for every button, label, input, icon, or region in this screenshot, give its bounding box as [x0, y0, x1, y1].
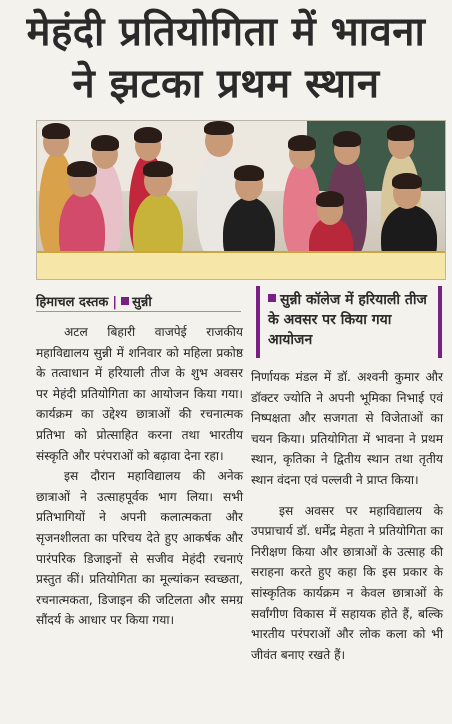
- photo-person-hair: [204, 121, 234, 135]
- photo-person-hair: [42, 123, 70, 139]
- photo-chalkboard: [307, 121, 446, 191]
- headline-line-2: ने झटका प्रथम स्थान: [72, 61, 380, 107]
- byline-rule: [36, 311, 241, 312]
- photo-person-hair: [143, 161, 173, 177]
- photo-person-hair: [288, 135, 316, 151]
- byline-source: हिमाचल दस्तक: [36, 295, 109, 310]
- byline: [36, 292, 152, 310]
- subheadline-box: [256, 286, 442, 358]
- photo-banner: [37, 251, 446, 280]
- square-bullet-icon: [268, 294, 276, 302]
- article-column-1: [36, 322, 243, 631]
- byline-place: सुन्नी: [132, 295, 152, 310]
- byline-separator: |: [112, 295, 118, 310]
- square-bullet-icon: [121, 297, 129, 305]
- article-paragraph: अटल बिहारी वाजपेई राजकीय महाविद्यालय सुन्नी में शनिवार को महिला प्रकोष्ठ के तत्वाधान में हरियाली तीज के शुभ अवसर पर मेहंदी प्रतियोगिता का आयोजन किया गया। कार्यक्रम का उद्देश्य छात्राओं की रचनात्मक प्रतिभा को प्रोत्साहित करना तथा भारतीय संस्कृति और परंपराओं को बढ़ावा देना रहा।: [36, 325, 243, 463]
- photo-person-hair: [91, 135, 119, 151]
- article-paragraph: निर्णायक मंडल में डॉ. अश्वनी कुमार और डॉक्टर ज्योति ने अपनी भूमिका निभाई एवं निष्पक्षता और सजगता से विजेताओं का चयन किया। प्रतियोगिता में भावना ने प्रथम स्थान, कृतिका ने द्वितीय स्थान तथा तृतीय स्थान वंदना एवं पल्लवी ने प्राप्त किया।: [251, 370, 443, 487]
- photo-person-hair: [316, 191, 344, 207]
- group-photo: [36, 120, 446, 280]
- subheadline-text: सुन्नी कॉलेज में हरियाली तीज के अवसर पर किया गया आयोजन: [268, 292, 427, 348]
- photo-person-hair: [392, 173, 422, 189]
- photo-person-hair: [234, 165, 264, 181]
- headline-line-1: मेहंदी प्रतियोगिता में भावना: [26, 9, 426, 55]
- photo-person-hair: [134, 127, 162, 143]
- article-column-2: [251, 367, 443, 665]
- photo-person-hair: [333, 131, 361, 147]
- article-paragraph: इस अवसर पर महाविद्यालय के उपप्राचार्य डॉ. धर्मेंद्र मेहता ने प्रतियोगिता का निरीक्षण किया और छात्राओं के उत्साह की सराहना करते हुए कहा कि इस प्रकार के सांस्कृतिक कार्यक्रम न केवल छात्राओं के सर्वांगीण विकास में सहायक होते हैं, बल्कि भारतीय परंपराओं और लोक कला को भी जीवंत बनाए रखते हैं।: [251, 503, 443, 662]
- photo-person-hair: [387, 125, 415, 141]
- article-paragraph: इस दौरान महाविद्यालय की अनेक छात्राओं ने उत्साहपूर्वक भाग लिया। सभी प्रतिभागियों ने अपनी कलात्मकता और सृजनशीलता का परिचय देते हुए आकर्षक और पारंपरिक डिजाइनों से सजीव मेहंदी रचनाएं प्रस्तुत कीं। प्रतियोगिता का मूल्यांकन स्वच्छता, रचनात्मकता, डिजाइन की जटिलता और समग्र सौंदर्य के आधार पर किया गया।: [36, 469, 243, 628]
- photo-person-hair: [67, 161, 97, 177]
